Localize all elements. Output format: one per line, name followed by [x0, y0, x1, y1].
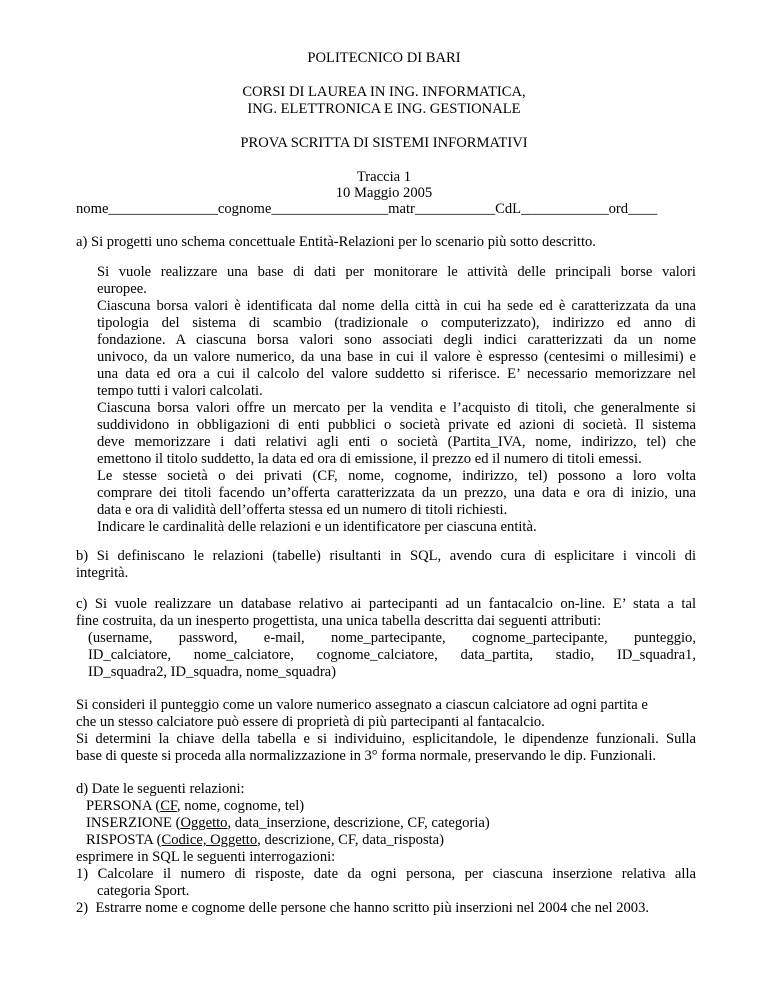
scenario-line: una data ed ora a cui il calcolo del valore suddetto si riferisce. E’ necessario memorizzare nel [97, 366, 696, 382]
part-c-attributes-line: ID_squadra2, ID_squadra, nome_squadra) [88, 664, 337, 680]
scenario-line: data e ora di validità dell’offerta stessa ed un numero di titoli richiesti. [97, 502, 508, 518]
scenario-line: tempo tutti i valori calcolati. [97, 383, 263, 399]
scenario-line: Ciascuna borsa valori offre un mercato per la vendita e l’acquisto di titoli, che generalmente si [97, 400, 696, 416]
primary-key: Codice, Oggetto [161, 832, 258, 848]
relation-persona [86, 798, 304, 815]
scenario-line: suddividono in obbligazioni di enti pubblici o società private ed azioni di società. Il sistema [97, 417, 696, 433]
relation-attributes: , nome, cognome, tel) [176, 798, 305, 814]
scenario-line: comprare dei titoli facendo un’offerta caratterizzata da un prezzo, una data e ora di inizio, una [97, 485, 696, 501]
part-b-question-line: integrità. [76, 565, 129, 581]
part-c-outro-line: Si consideri il punteggio come un valore numerico assegnato a ciascun calciatore ad ogni partita e [76, 697, 648, 713]
exam-date: 10 Maggio 2005 [335, 185, 433, 201]
part-c-intro-line: c) Si vuole realizzare un database relativo ai partecipanti ad un fantacalcio on-line. E’ stata a tal [76, 596, 696, 612]
scenario-line: europee. [97, 281, 147, 297]
part-c-outro-line: che un stesso calciatore può essere di proprietà di più partecipanti al fantacalcio. [76, 714, 545, 730]
scenario-line: tipologia del sistema di scambio (tradizionale o computerizzato), indirizzo ed anno di [97, 315, 696, 331]
part-c-outro-line: Si determini la chiave della tabella e si individuino, esplicitandole, le dipendenze funzionali. Sulla [76, 731, 696, 747]
relation-attributes: , descrizione, CF, data_risposta) [257, 832, 445, 848]
part-b-question-line: b) Si definiscano le relazioni (tabelle) risultanti in SQL, avendo cura di esplicitare i vincoli di [76, 548, 696, 564]
relation-name: PERSONA ( [86, 798, 161, 814]
primary-key: CF [160, 798, 177, 814]
part-d-intro: d) Date le seguenti relazioni: [76, 781, 245, 797]
query-1-line-1: 1) Calcolare il numero di risposte, date da ogni persona, per ciascuna inserzione relativa alla [76, 866, 696, 882]
primary-key: Oggetto [180, 815, 228, 831]
relation-inserzione [86, 815, 490, 832]
part-c-intro-line: fine costruita, da un inesperto progettista, una unica tabella descritta dai seguenti attributi: [76, 613, 602, 629]
scenario-line: Ciascuna borsa valori è identificata dal nome della città in cui ha sede ed è caratterizzata da una [97, 298, 696, 314]
part-c-attributes-line: ID_calciatore, nome_calciatore, cognome_calciatore, data_partita, stadio, ID_squadra1, [88, 647, 696, 663]
courses-line-2: ING. ELETTRONICA E ING. GESTIONALE [247, 101, 521, 117]
part-c-attributes-line: (username, password, e-mail, nome_partecipante, cognome_partecipante, punteggio, [88, 630, 696, 646]
relation-attributes: , data_inserzione, descrizione, CF, categoria) [227, 815, 490, 831]
scenario-line: emettono il titolo suddetto, la data ed ora di emissione, il prezzo ed il numero di titoli emessi. [97, 451, 642, 467]
courses-line-1: CORSI DI LAUREA IN ING. INFORMATICA, [242, 84, 526, 100]
track-number: Traccia 1 [356, 169, 412, 185]
query-2: 2) Estrarre nome e cognome delle persone che hanno scritto più inserzioni nel 2004 che nel 2003. [76, 900, 650, 916]
relation-name: RISPOSTA ( [86, 832, 162, 848]
scenario-line: deve memorizzare i dati relativi agli enti o società (Partita_IVA, nome, indirizzo, tel) che [97, 434, 696, 450]
scenario-line: Si vuole realizzare una base di dati per monitorare le attività delle principali borse valori [97, 264, 696, 280]
scenario-line: fondazione. A ciascuna borsa valori sono associati degli indici caratterizzati da un nome [97, 332, 696, 348]
relation-risposta [86, 832, 444, 849]
exam-title: PROVA SCRITTA DI SISTEMI INFORMATIVI [240, 135, 528, 151]
sql-intro: esprimere in SQL le seguenti interrogazioni: [76, 849, 336, 865]
scenario-line: Indicare le cardinalità delle relazioni e un identificatore per ciascuna entità. [97, 519, 537, 535]
part-a-question: a) Si progetti uno schema concettuale Entità-Relazioni per lo scenario più sotto descritto. [76, 234, 596, 250]
institution-name: POLITECNICO DI BARI [307, 50, 461, 66]
scenario-line: univoco, da un valore numerico, da una base in cui il valore è espresso (centesimi o millesimi) e [97, 349, 696, 365]
student-fields: nome_______________cognome________________matr___________CdL____________ord____ [76, 201, 658, 217]
part-c-outro-line: base di queste si proceda alla normalizzazione in 3° forma normale, preservando le dip. Funzionali. [76, 748, 657, 764]
relation-name: INSERZIONE ( [86, 815, 181, 831]
scenario-line: Le stesse società o dei privati (CF, nome, cognome, indirizzo, tel) possono a loro volta [97, 468, 696, 484]
query-1-line-2: categoria Sport. [97, 883, 190, 899]
